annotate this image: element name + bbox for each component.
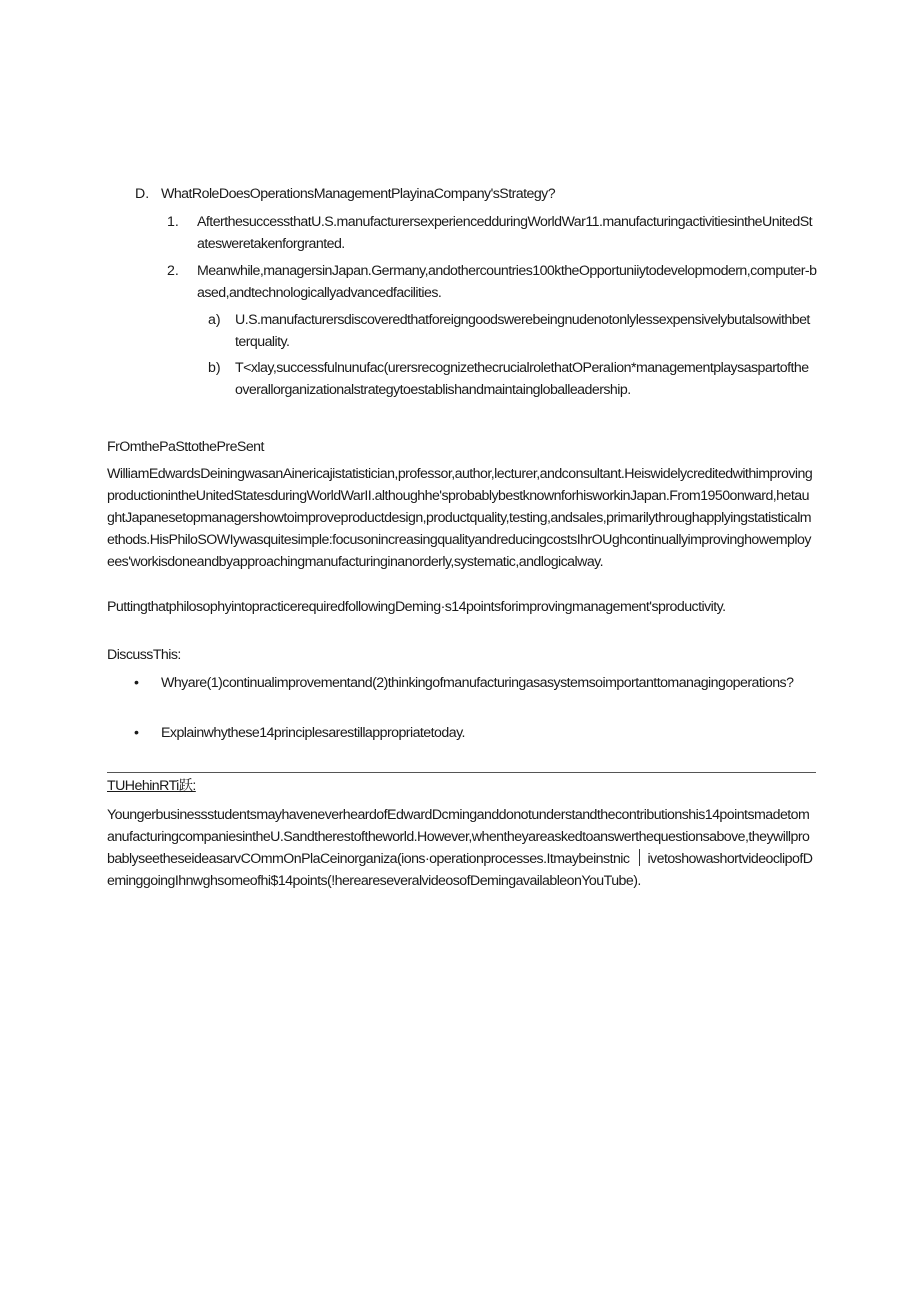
list-item: AfterthesuccessthatU.S.manufacturersexperiencedduringWorldWar11.manufacturingactivitiesintheUnitedStatesweretakenforgranted. bbox=[197, 214, 813, 252]
paragraph: PuttingthatphilosophyintopracticerequiredfollowingDeming·s14pointsforimprovingmanagement'sproductivity. bbox=[107, 599, 726, 615]
section-heading: WhatRoleDoesOperationsManagementPlayinaCompany'sStrategy? bbox=[161, 186, 556, 202]
list-item-label: 2. bbox=[167, 263, 179, 279]
discuss-label: DiscussThis: bbox=[107, 647, 181, 663]
bullet-icon: • bbox=[134, 675, 139, 691]
sub-item: T<xlay,successfulnunufac(urersrecognizethecrucialrolethatOPeraIion*managementplaysaspartoftheoverallorganizationalstrategytoestablishandmaintaingloballeadership. bbox=[235, 360, 809, 398]
section-divider bbox=[107, 772, 816, 773]
sub-item-label: b) bbox=[208, 360, 221, 376]
notes-paragraph bbox=[107, 804, 816, 892]
notes-title: TUHehinRTi跃: bbox=[107, 778, 196, 794]
section-title: FrOmthePaSttothePreSent bbox=[107, 439, 264, 455]
notes-text-part2: ivetoshowashortvideoclipofDeminggoingIhnwghsomeofhi$14points(!hereareseveralvideosofDemingavailableonYouTube). bbox=[107, 851, 813, 889]
list-item-label: 1. bbox=[167, 214, 179, 230]
bullet-item: Whyare(1)continualimprovementand(2)thinkingofmanufacturingasasystemsoimportanttomanagingoperations? bbox=[161, 675, 794, 691]
text-cursor-bar bbox=[639, 849, 640, 866]
bullet-item: Explainwhythese14principlesarestillappropriatetoday. bbox=[161, 725, 465, 741]
heading-label: D. bbox=[135, 186, 150, 202]
sub-item: U.S.manufacturersdiscoveredthatforeigngoodswerebeingnudenotonlylessexpensivelybutalsowithbetterquality. bbox=[235, 312, 810, 350]
paragraph: WilliamEdwardsDeiningwasanAinericajistatistician,professor,author,lecturer,andconsultant.HeiswidelycreditedwithimprovingproductionintheUnitedStatesduringWorldWarII.althoughhe'sprobablybestknownforhisworkinJapan.From1950onward,hetaughtJapanesetopmanagershowtoimproveproductdesign,productquality,testing,andsales,primarilythroughapplyingstatisticalmethods.HisPhiloSOWIywasquitesimple:focusonincreasingqualityandreducingcostsIhrOUghcontinuallyimprovinghowemployees'workisdoneandbyapproachingmanufacturinginanorderly,systematic,andlogicalway. bbox=[107, 466, 813, 570]
bullet-icon: • bbox=[134, 725, 139, 741]
sub-item-label: a) bbox=[208, 312, 221, 328]
list-item: Meanwhile,managersinJapan.Germany,andothercountries100ktheOpportuniiytodevelopmodern,computer-based,andtechnologicallyadvancedfacilities. bbox=[197, 263, 817, 301]
notes-text-part1: YoungerbusinessstudentsmayhaveneverheardofEdwardDcminganddonotunderstandthecontributionshis14pointsmadetomanufacturingcompaniesintheU.Sandtherestoftheworld.However,whentheyareaskedtoanswerthequestionsabove,theywillprobablyseetheseideasarvCOmmOnPlaCeinorganiza(ions·operationprocesses.Itmaybeinstnic bbox=[107, 807, 810, 867]
